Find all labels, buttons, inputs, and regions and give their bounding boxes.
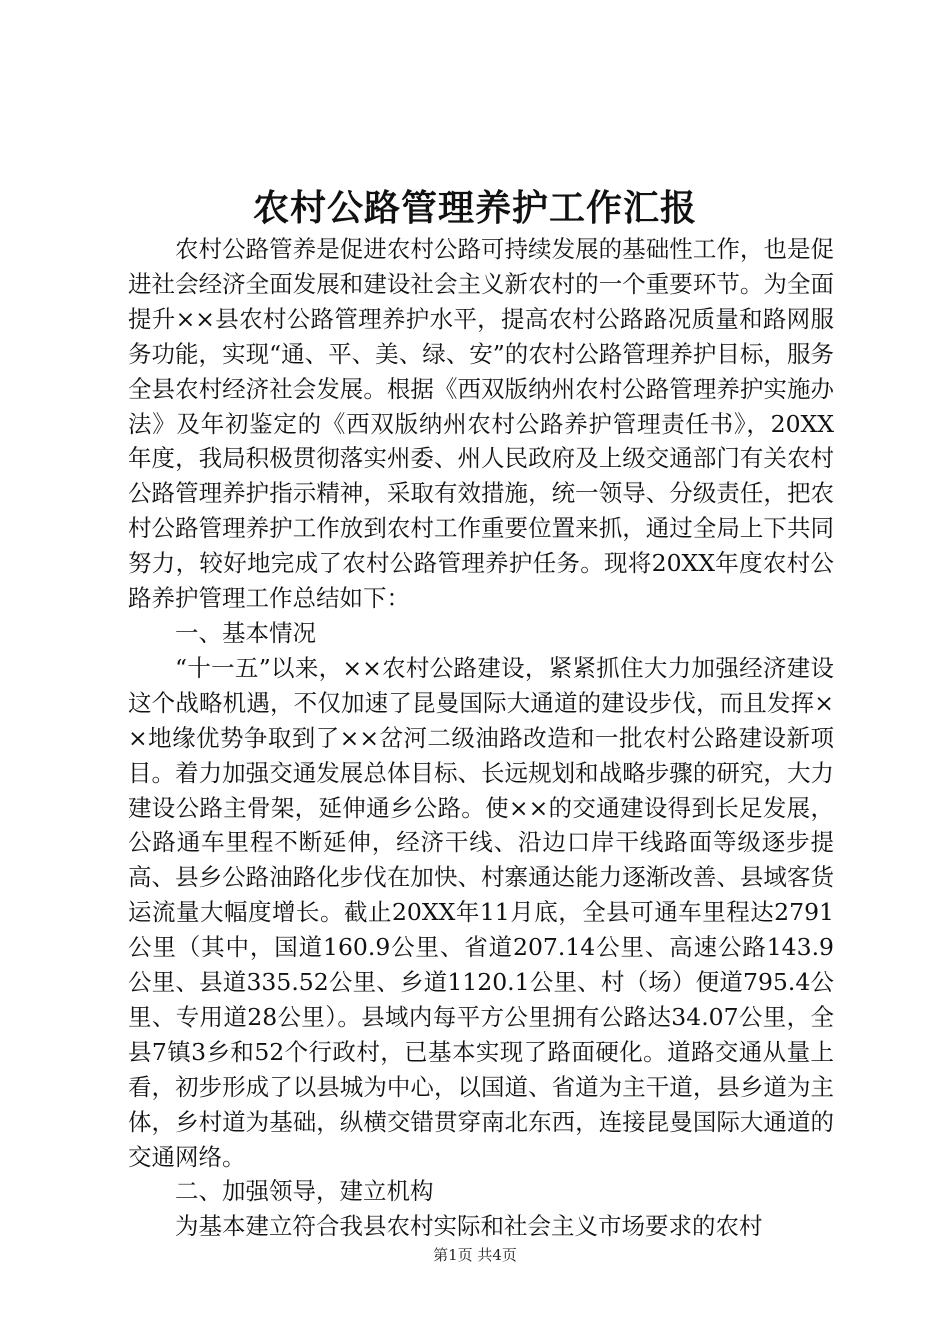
intro-paragraph: 农村公路管养是促进农村公路可持续发展的基础性工作，也是促进社会经济全面发展和建设社会主义新农村的一个重要环节。为全面提升××县农村公路管理养护水平，提高农村公路路况质量和路网服务功能，实现“通、平、美、绿、安”的农村公路管理养护目标，服务全县农村经济社会发展。根据《西双版纳州农村公路管理养护实施办法》及年初鉴定的《西双版纳州农村公路养护管理责任书》，20XX年度，我局积极贯彻落实州委、州人民政府及上级交通部门有关农村公路管理养护指示精神，采取有效措施，统一领导、分级责任，把农村公路管理养护工作放到农村工作重要位置来抓，通过全局上下共同努力，较好地完成了农村公路管理养护任务。现将20XX年度农村公路养护管理工作总结如下：	[128, 235, 834, 613]
basic-situation-paragraph: “十一五”以来，××农村公路建设，紧紧抓住大力加强经济建设这个战略机遇，不仅加速了昆曼国际大通道的建设步伐，而且发挥××地缘优势争取到了××岔河二级油路改造和一批农村公路建设新项目。着力加强交通发展总体目标、长远规划和战略步骤的研究，大力建设公路主骨架，延伸通乡公路。使××的交通建设得到长足发展，公路通车里程不断延伸，经济干线、沿边口岸干线路面等级逐步提高、县乡公路油路化步伐在加快、村寨通达能力逐渐改善、县域客货运流量大幅度增长。截止20XX年11月底，全县可通车里程达2791公里（其中，国道160.9公里、省道207.14公里、高速公路143.9公里、县道335.52公里、乡道1120.1公里、村（场）便道795.4公里、专用道28公里）。县域内每平方公里拥有公路达34.07公里，全县7镇3乡和52个行政村，已基本实现了路面硬化。道路交通从量上看，初步形成了以县城为中心，以国道、省道为主干道，县乡道为主体，乡村道为基础，纵横交错贯穿南北东西，连接昆曼国际大通道的交通网络。	[128, 653, 834, 1171]
section-heading-leadership: 二、加强领导，建立机构	[175, 1177, 434, 1206]
leadership-paragraph: 为基本建立符合我县农村实际和社会主义市场要求的农村	[175, 1212, 763, 1241]
page-footer: 第1页 共4页	[433, 1246, 517, 1264]
document-body	[128, 232, 834, 1244]
document-title: 农村公路管理养护工作汇报	[252, 187, 697, 229]
section-heading-basic-situation: 一、基本情况	[175, 618, 316, 647]
